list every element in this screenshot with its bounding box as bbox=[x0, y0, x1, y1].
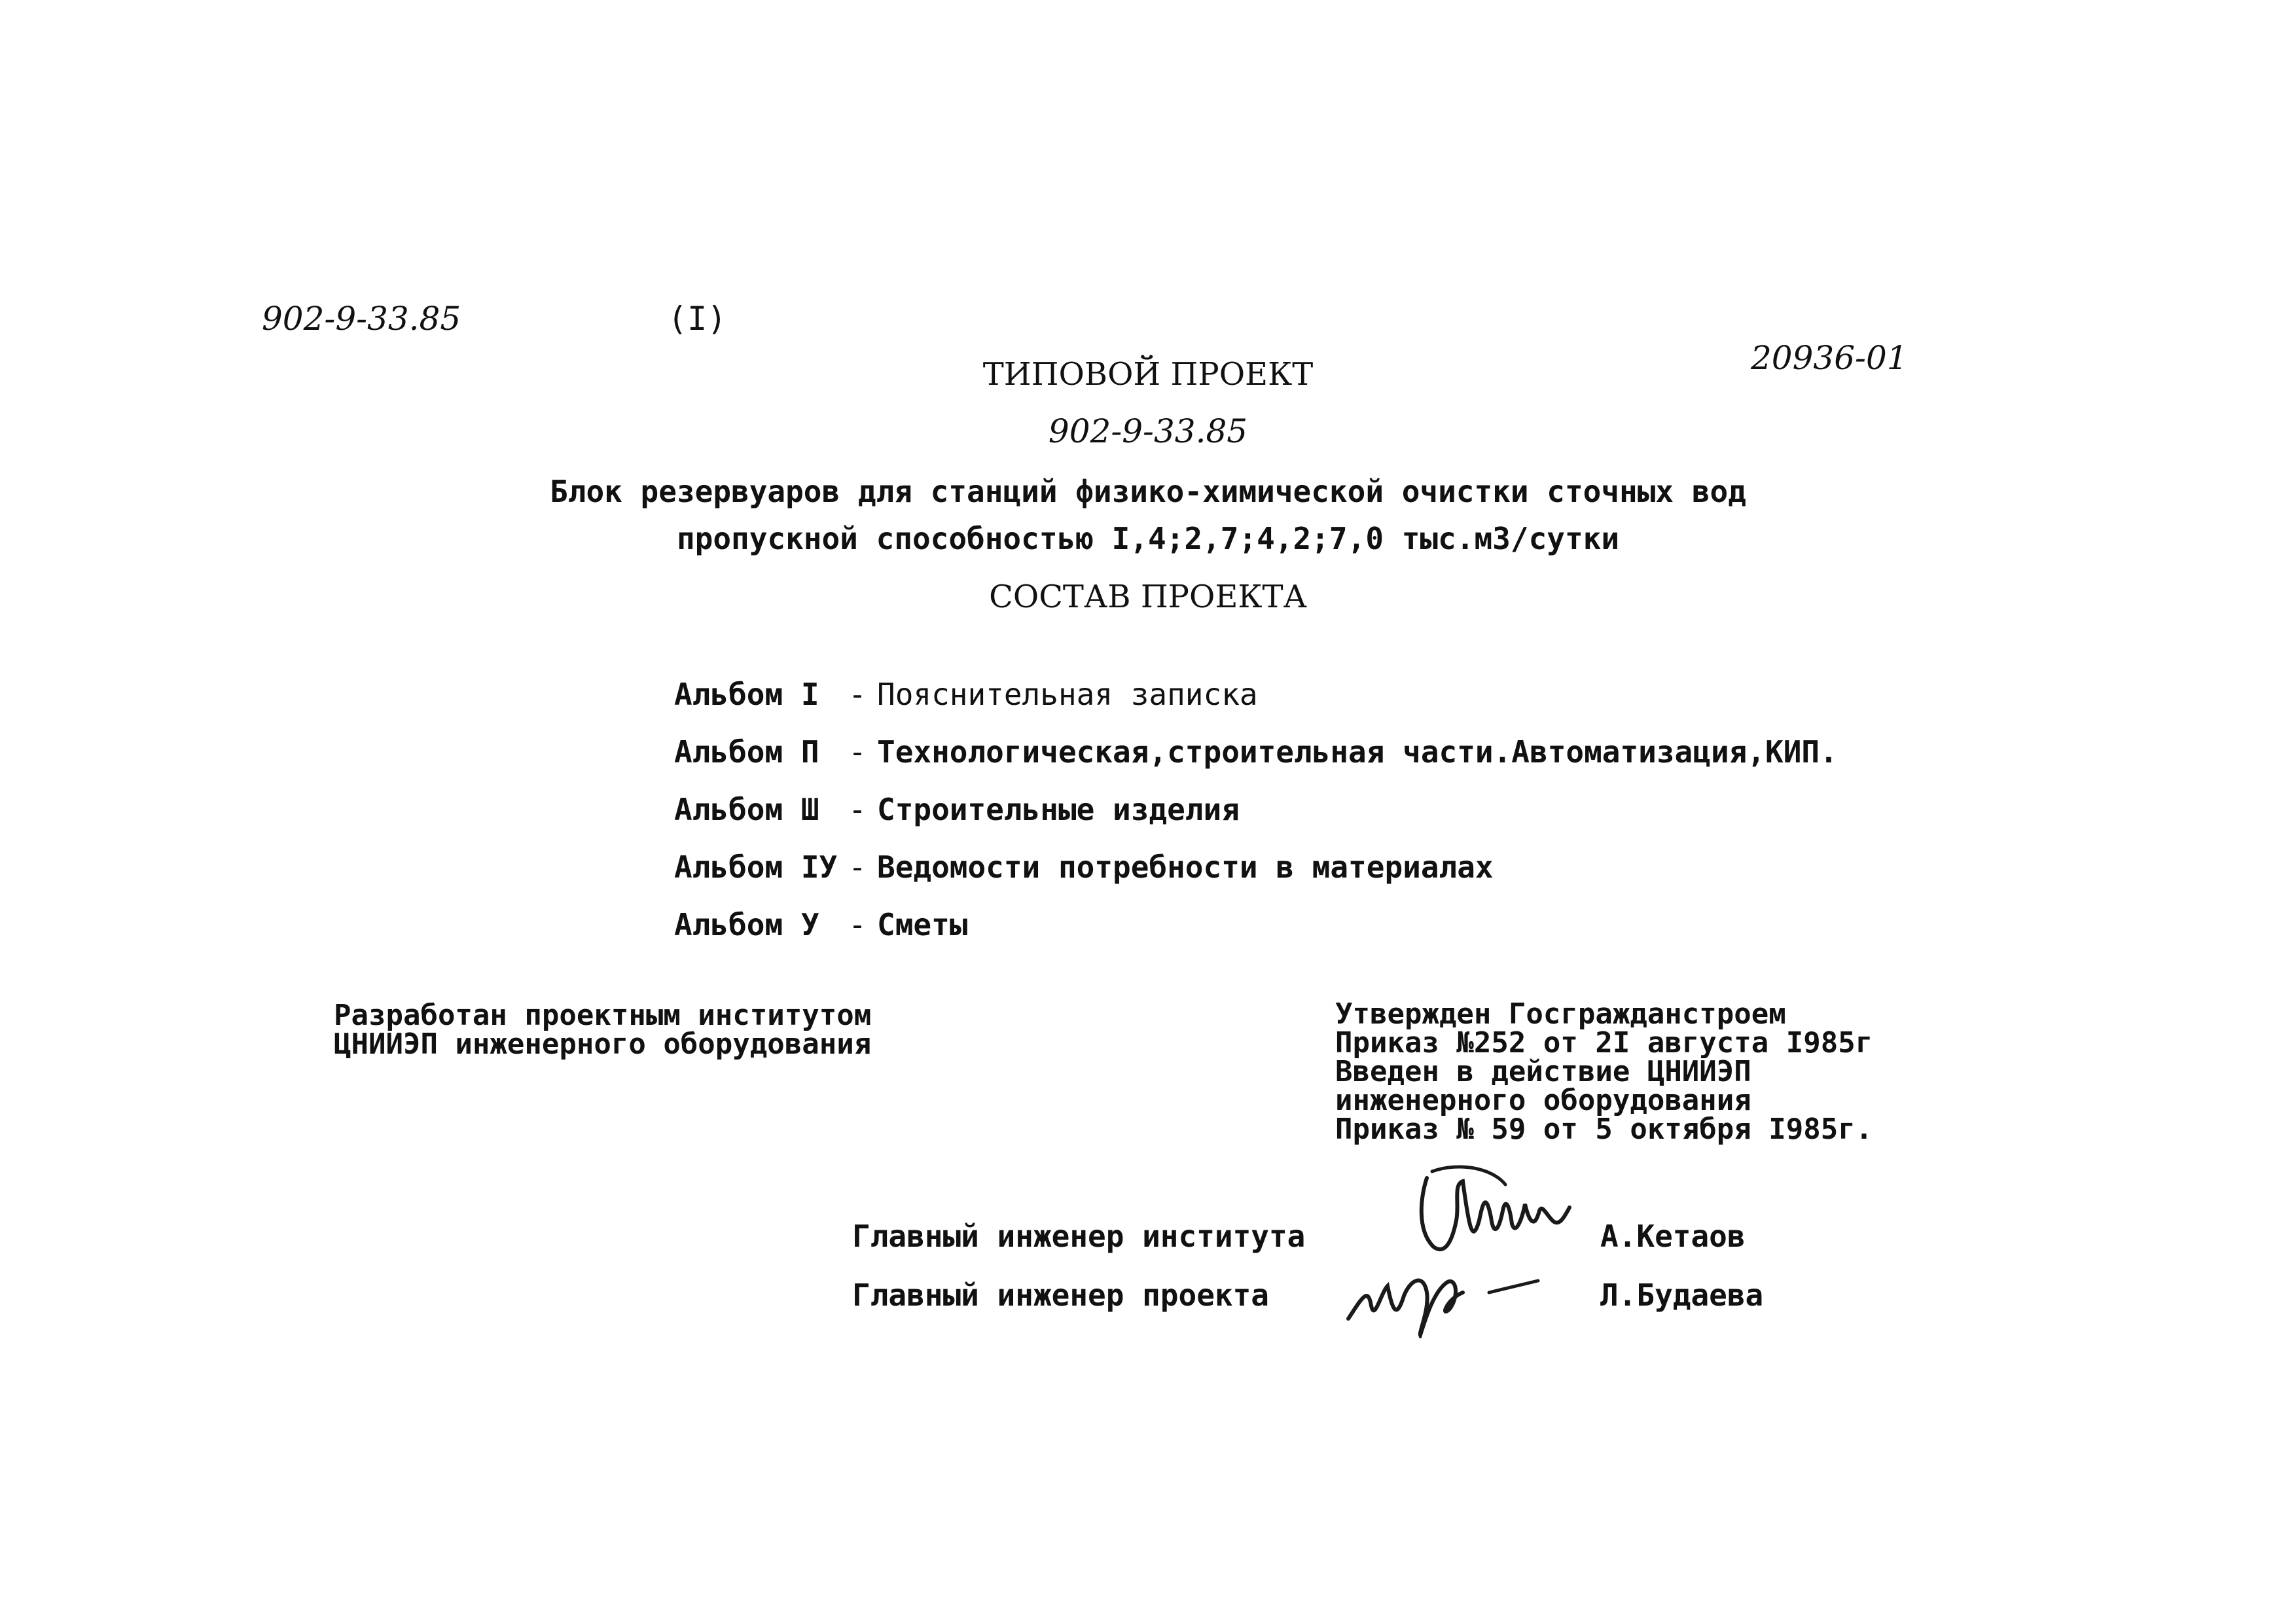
album-dash: - bbox=[848, 792, 867, 827]
approval-line: инженерного оборудования bbox=[1335, 1084, 1751, 1117]
inventory-number: 20936-01 bbox=[1751, 339, 1908, 377]
signature-chief-project bbox=[1342, 1247, 1558, 1338]
album-label: Альбом П bbox=[674, 734, 819, 770]
album-description: Пояснительная записка bbox=[877, 677, 1258, 712]
project-capacity: пропускной способностью I,4;2,7;4,2;7,0 тыс.м3/сутки bbox=[676, 521, 1620, 556]
project-kind-heading: ТИПОВОЙ ПРОЕКТ bbox=[982, 356, 1314, 393]
project-code: 902-9-33.85 bbox=[1048, 412, 1248, 450]
project-title: Блок резервуаров для станций физико-химической очистки сточных вод bbox=[550, 474, 1746, 509]
approval-line: Утвержден Госгражданстроем bbox=[1335, 997, 1786, 1031]
approval-line: Введен в действие ЦНИИЭП bbox=[1335, 1055, 1751, 1088]
album-description: Строительные изделия bbox=[877, 792, 1240, 827]
volume-mark: (I) bbox=[668, 300, 727, 338]
album-label: Альбом Ш bbox=[674, 792, 819, 827]
album-description: Технологическая,строительная части.Автоматизация,КИП. bbox=[877, 734, 1838, 770]
signatory-name: А.Кетаов bbox=[1600, 1219, 1746, 1254]
developed-by-line: ЦНИИЭП инженерного оборудования bbox=[334, 1027, 872, 1061]
signatory-name: Л.Будаева bbox=[1600, 1277, 1764, 1313]
album-description: Ведомости потребности в материалах bbox=[877, 849, 1494, 885]
developed-by-line: Разработан проектным институтом bbox=[334, 999, 872, 1032]
album-row bbox=[674, 907, 968, 942]
album-label: Альбом IУ bbox=[674, 849, 838, 885]
album-dash: - bbox=[848, 677, 867, 712]
album-row bbox=[674, 849, 1494, 885]
album-row bbox=[674, 734, 1838, 770]
album-dash: - bbox=[848, 907, 867, 942]
signatory-position: Главный инженер проекта bbox=[852, 1277, 1269, 1313]
approval-line: Приказ № 59 от 5 октября I985г. bbox=[1335, 1113, 1873, 1146]
section-heading: СОСТАВ ПРОЕКТА bbox=[989, 579, 1307, 615]
approval-block bbox=[1335, 997, 1873, 1146]
album-description: Сметы bbox=[877, 907, 968, 942]
album-row bbox=[674, 794, 1240, 825]
album-row bbox=[674, 677, 1258, 712]
album-dash: - bbox=[848, 734, 867, 770]
album-label: Альбом I bbox=[674, 677, 819, 712]
album-label: Альбом У bbox=[674, 907, 819, 942]
project-code-handwritten: 902-9-33.85 bbox=[262, 300, 461, 338]
developed-by-block bbox=[334, 1001, 871, 1059]
approval-line: Приказ №252 от 2I августа I985г bbox=[1335, 1026, 1873, 1060]
signatory-position: Главный инженер института bbox=[852, 1219, 1306, 1254]
album-dash: - bbox=[848, 849, 867, 885]
